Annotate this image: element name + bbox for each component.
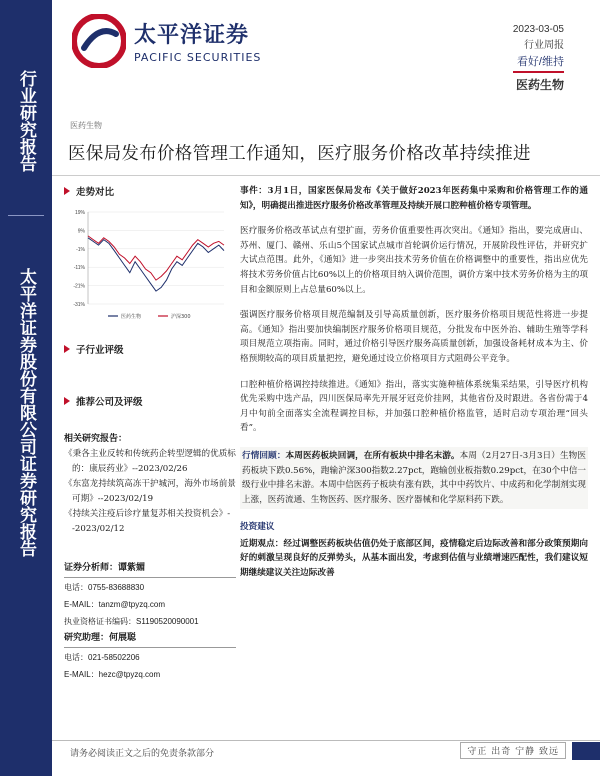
picks-heading: 推荐公司及评级: [64, 394, 230, 408]
event-paragraph: 事件：3月1日，国家医保局发布《关于做好2023年医药集中采购和价格管理工作的通知》，明确提出推进医疗服务价格改革管理及持续开展口腔种植价格专项管理。: [240, 186, 588, 211]
footer-divider: [52, 740, 600, 741]
assistant-email: E-MAIL：hezc@tpyzq.com: [64, 670, 161, 679]
assistant-divider: [64, 647, 236, 648]
page-title: 医保局发布价格管理工作通知，医疗服务价格改革持续推进: [68, 144, 531, 164]
main-body: [240, 184, 588, 592]
y-tick-label: -11%: [73, 265, 85, 272]
report-meta: [513, 22, 564, 93]
invest-paragraph: 近期观点：经过调整医药板块估值仍处于底部区间，疫情稳定后边际改善和部分政策预期向好的刺激呈现良好的反弹势头，从基本面出发，考虑到估值与业绩增速匹配性，我们建议短期继续建议关注边际改善: [240, 538, 588, 579]
trend-chart: [64, 204, 230, 324]
company-logo: [72, 14, 261, 68]
assistant-heading: 研究助理：何展聪: [64, 633, 137, 643]
related-item[interactable]: 《秉各主业反转和传统药企转型逻辑的优质标的：康辰药业》--2023/02/26: [64, 449, 236, 474]
related-item[interactable]: 《东富龙持续筑高冻干护城河，海外市场前景可期》--2023/02/19: [64, 479, 236, 504]
left-column: [64, 184, 230, 408]
analyst-info: [64, 560, 236, 683]
triangle-bullet-icon: [64, 397, 70, 405]
y-tick-label: 19%: [74, 210, 85, 216]
y-tick-label: -31%: [73, 302, 85, 308]
related-heading: 相关研究报告：: [64, 434, 128, 444]
y-tick-label: -21%: [73, 283, 85, 290]
series-line-0: [88, 238, 224, 291]
legend-label: 医药生物: [121, 314, 142, 320]
y-tick-label: -1%: [76, 246, 85, 253]
footer-disclaimer: 请务必阅读正文之后的免责条款部分: [70, 749, 215, 759]
related-reports: [64, 432, 236, 537]
title-divider: [52, 175, 600, 176]
sidebar-report-label: 行业研究报告: [16, 70, 36, 172]
analyst-license: 执业资格证书编码：S1190520090001: [64, 617, 199, 626]
sidebar-company-label: 太平洋证券股份有限公司证券研究报告: [16, 267, 36, 557]
footer-accent-bar: [572, 742, 600, 760]
report-type: 行业周报: [524, 40, 564, 51]
assistant-phone: 电话：021-58502206: [64, 653, 140, 662]
triangle-bullet-icon: [64, 187, 70, 195]
analyst-phone: 电话：0755-83688830: [64, 583, 145, 592]
analyst-divider: [64, 577, 236, 578]
invest-heading: 投资建议: [240, 522, 275, 533]
analyst-heading: 证券分析师：谭紫媚: [64, 563, 146, 573]
related-item[interactable]: 《持续关注疫后诊疗量复苏相关投资机会》--2023/02/12: [64, 509, 231, 534]
body-paragraph-2: 强调医疗服务价格项目规范编制及引导高质量创新，医疗服务价格项目规范性将进一步提高。《通知》指出要加快编制医疗服务价格项目规范，分批发布中医外治、辅助生殖等学科项目规范立项指南。同时，通过价格引导医疗服务高质量创新，加强设备耗材成本为主、价格预期较高的项目质量把控，避免通过设立价格项目方式阻碍公平竞争。: [240, 310, 588, 364]
body-paragraph-1: 医疗服务价格改革试点有望扩面，劳务价值重要性再次突出。《通知》指出，要完成唐山、苏州、厦门、赣州、乐山5个国家试点城市首轮调价运行情况，开展阶段性评估，并研究扩大试点范围。此外，《通知》进一步突出技术劳务价值在价格调整中的重要性，指出应优先将技术劳务价值占比60%以上的价格项目纳入调价范围，调价方案中技术劳务价格为主的项目和金额原则上占总量60%以上。: [240, 226, 588, 295]
brand-name-en: PACIFIC SECURITIES: [134, 51, 262, 64]
trend-heading: 走势对比: [64, 184, 230, 198]
y-tick-label: 9%: [77, 228, 85, 235]
analyst-email: E-MAIL：tanzm@tpyzq.com: [64, 600, 166, 609]
breadcrumb: 医药生物: [70, 121, 102, 130]
triangle-bullet-icon: [64, 345, 70, 353]
market-review: 行情回顾：本周医药板块回调，在所有板块中排名末游。本周（2月27日-3月3日）生物医药板块下跌0.56%，跑输沪深300指数2.27pct，跑输创业板指数0.29pct，在30个中信一级行业中排名末游。本周中信医药子板块有涨有跌，其中中药饮片、中成药和化学制剂实现上涨，医药流通、生物医药、医疗服务、医疗器械和化学原料药下跌。: [240, 447, 588, 509]
legend-label: 沪深300: [171, 314, 191, 320]
report-date: 2023-03-05: [512, 24, 564, 35]
sidebar-divider: [8, 215, 44, 216]
brand-name-cn: 太平洋证券: [134, 23, 250, 48]
logo-emblem-icon: [72, 14, 126, 68]
body-paragraph-3: 口腔种植价格调控持续推进。《通知》指出，落实实施种植体系统集采结果，引导医疗机构优先采购中选产品，四川医保局率先开展牙冠竞价挂网，其他省份及时跟进。各省份需于4月中旬前全面落实全流程调控目标，并加强口腔种植价格监管，适时启动专项治理“回头看”。: [240, 379, 588, 434]
sidebar: [0, 0, 52, 776]
rating-badge: 看好/维持: [513, 54, 564, 73]
footer-motto: 守正 出奇 宁静 致远: [460, 742, 566, 759]
sector-label: 医药生物: [515, 78, 564, 92]
sub-rating-heading: 子行业评级: [64, 342, 230, 356]
